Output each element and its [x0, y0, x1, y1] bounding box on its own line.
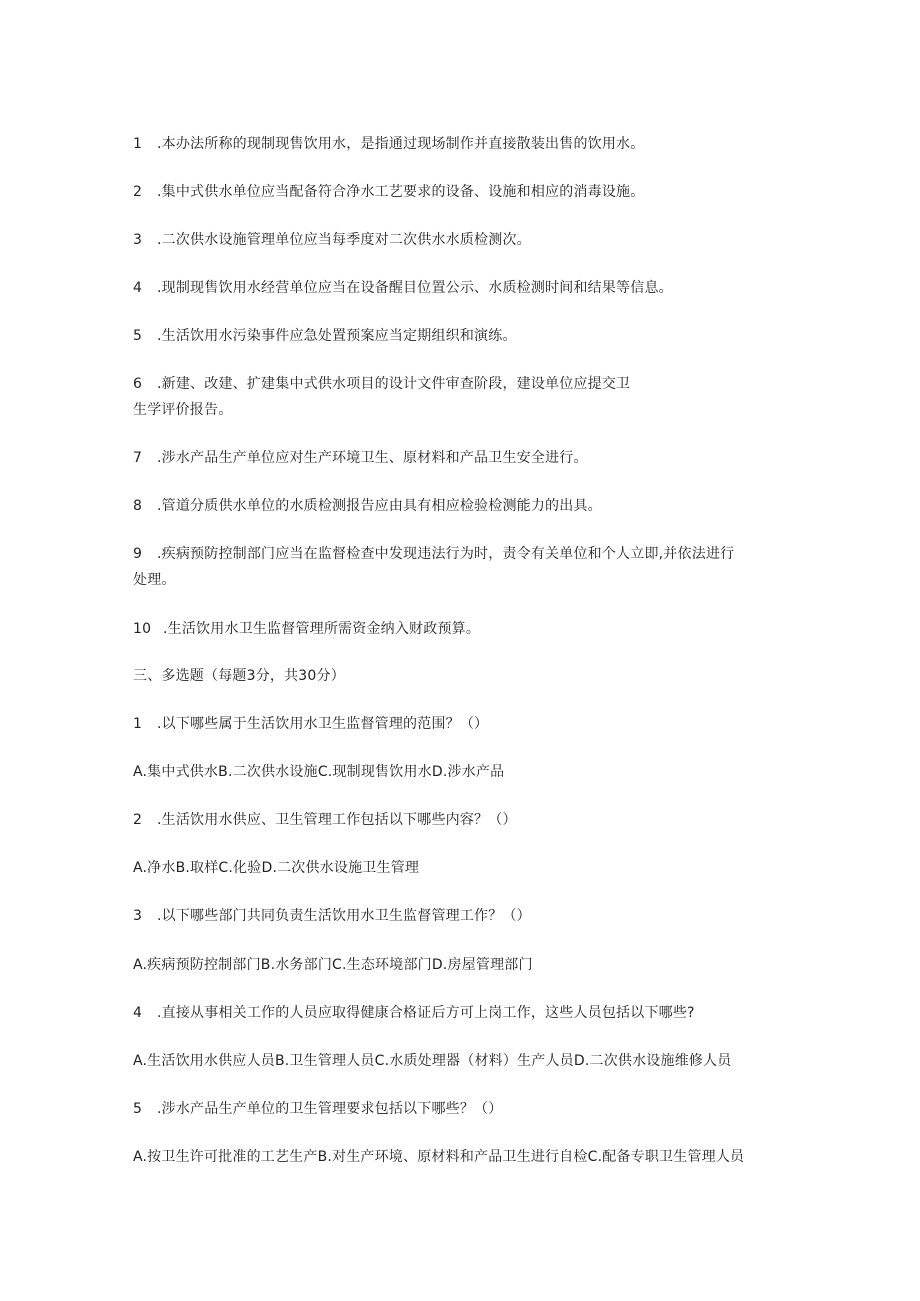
- tf-item-6: [133, 372, 803, 396]
- tf-item-7: [133, 446, 803, 470]
- mc-options-4: A.生活饮用水供应人员B.卫生管理人员C.水质处理器（材料）生产人员D.二次供水设施维修人员: [133, 1053, 732, 1069]
- item-text: .现制现售饮用水经营单位应当在设备醒目位置公示、水质检测时间和结果等信息。: [157, 280, 673, 296]
- item-number: 10: [133, 621, 152, 637]
- mc-options-3: A.疾病预防控制部门B.水务部门C.生态环境部门D.房屋管理部门: [133, 957, 533, 973]
- item-number: 5: [133, 328, 143, 344]
- item-number: 1: [133, 716, 143, 732]
- mc-options-2: A.净水B.取样C.化验D.二次供水设施卫生管理: [133, 860, 420, 876]
- item-text: .生活饮用水卫生监督管理所需资金纳入财政预算。: [163, 621, 481, 637]
- item-text: .集中式供水单位应当配备符合净水工艺要求的设备、设施和相应的消毒设施。: [157, 184, 645, 200]
- tf-item-4: [133, 276, 803, 300]
- tf-item-2: [133, 180, 803, 204]
- mc-question-5: [133, 1097, 803, 1121]
- item-number: 4: [133, 280, 143, 296]
- question-text: .生活饮用水供应、卫生管理工作包括以下哪些内容？（）: [157, 812, 517, 828]
- tf-item-6-continuation: 生学评价报告。: [133, 402, 233, 418]
- item-text: .二次供水设施管理单位应当每季度对二次供水水质检测次。: [157, 232, 531, 248]
- item-number: 7: [133, 450, 143, 466]
- mc-question-1: [133, 712, 803, 736]
- item-text: .疾病预防控制部门应当在监督检查中发现违法行为时，责令有关单位和个人立即,并依法进行: [157, 546, 735, 562]
- item-text: .新建、改建、扩建集中式供水项目的设计文件审查阶段，建设单位应提交卫: [157, 376, 631, 392]
- tf-item-5: [133, 324, 803, 348]
- item-number: 2: [133, 184, 143, 200]
- question-text: .以下哪些属于生活饮用水卫生监督管理的范围？（）: [157, 716, 489, 732]
- item-text: .涉水产品生产单位应对生产环境卫生、原材料和产品卫生安全进行。: [157, 450, 588, 466]
- mc-options-1: A.集中式供水B.二次供水设施C.现制现售饮用水D.涉水产品: [133, 764, 505, 780]
- mc-question-3: [133, 904, 803, 928]
- mc-question-2: [133, 808, 803, 832]
- question-text: .涉水产品生产单位的卫生管理要求包括以下哪些？（）: [157, 1101, 503, 1117]
- item-number: 5: [133, 1101, 143, 1117]
- item-text: .生活饮用水污染事件应急处置预案应当定期组织和演练。: [157, 328, 517, 344]
- question-text: .直接从事相关工作的人员应取得健康合格证后方可上岗工作，这些人员包括以下哪些?: [157, 1005, 695, 1021]
- item-number: 6: [133, 376, 143, 392]
- question-text: .以下哪些部门共同负责生活饮用水卫生监督管理工作？（）: [157, 908, 531, 924]
- tf-item-1: [133, 132, 803, 156]
- item-number: 8: [133, 498, 143, 514]
- item-number: 1: [133, 136, 143, 152]
- item-text: .管道分质供水单位的水质检测报告应由具有相应检验检测能力的出具。: [157, 498, 602, 514]
- tf-item-9: [133, 542, 803, 566]
- section-heading-multiple-choice: 三、多选题（每题3分，共30分）: [133, 668, 345, 684]
- tf-item-10: [133, 617, 803, 641]
- item-number: 3: [133, 908, 143, 924]
- tf-item-8: [133, 494, 803, 518]
- mc-question-4: [133, 1001, 803, 1025]
- item-number: 9: [133, 546, 143, 562]
- item-number: 4: [133, 1005, 143, 1021]
- mc-options-5: A.按卫生许可批准的工艺生产B.对生产环境、原材料和产品卫生进行自检C.配备专职卫生管理人员: [133, 1149, 745, 1165]
- item-number: 2: [133, 812, 143, 828]
- tf-item-9-continuation: 处理。: [133, 572, 176, 588]
- tf-item-3: [133, 228, 803, 252]
- item-text: .本办法所称的现制现售饮用水，是指通过现场制作并直接散装出售的饮用水。: [157, 136, 645, 152]
- item-number: 3: [133, 232, 143, 248]
